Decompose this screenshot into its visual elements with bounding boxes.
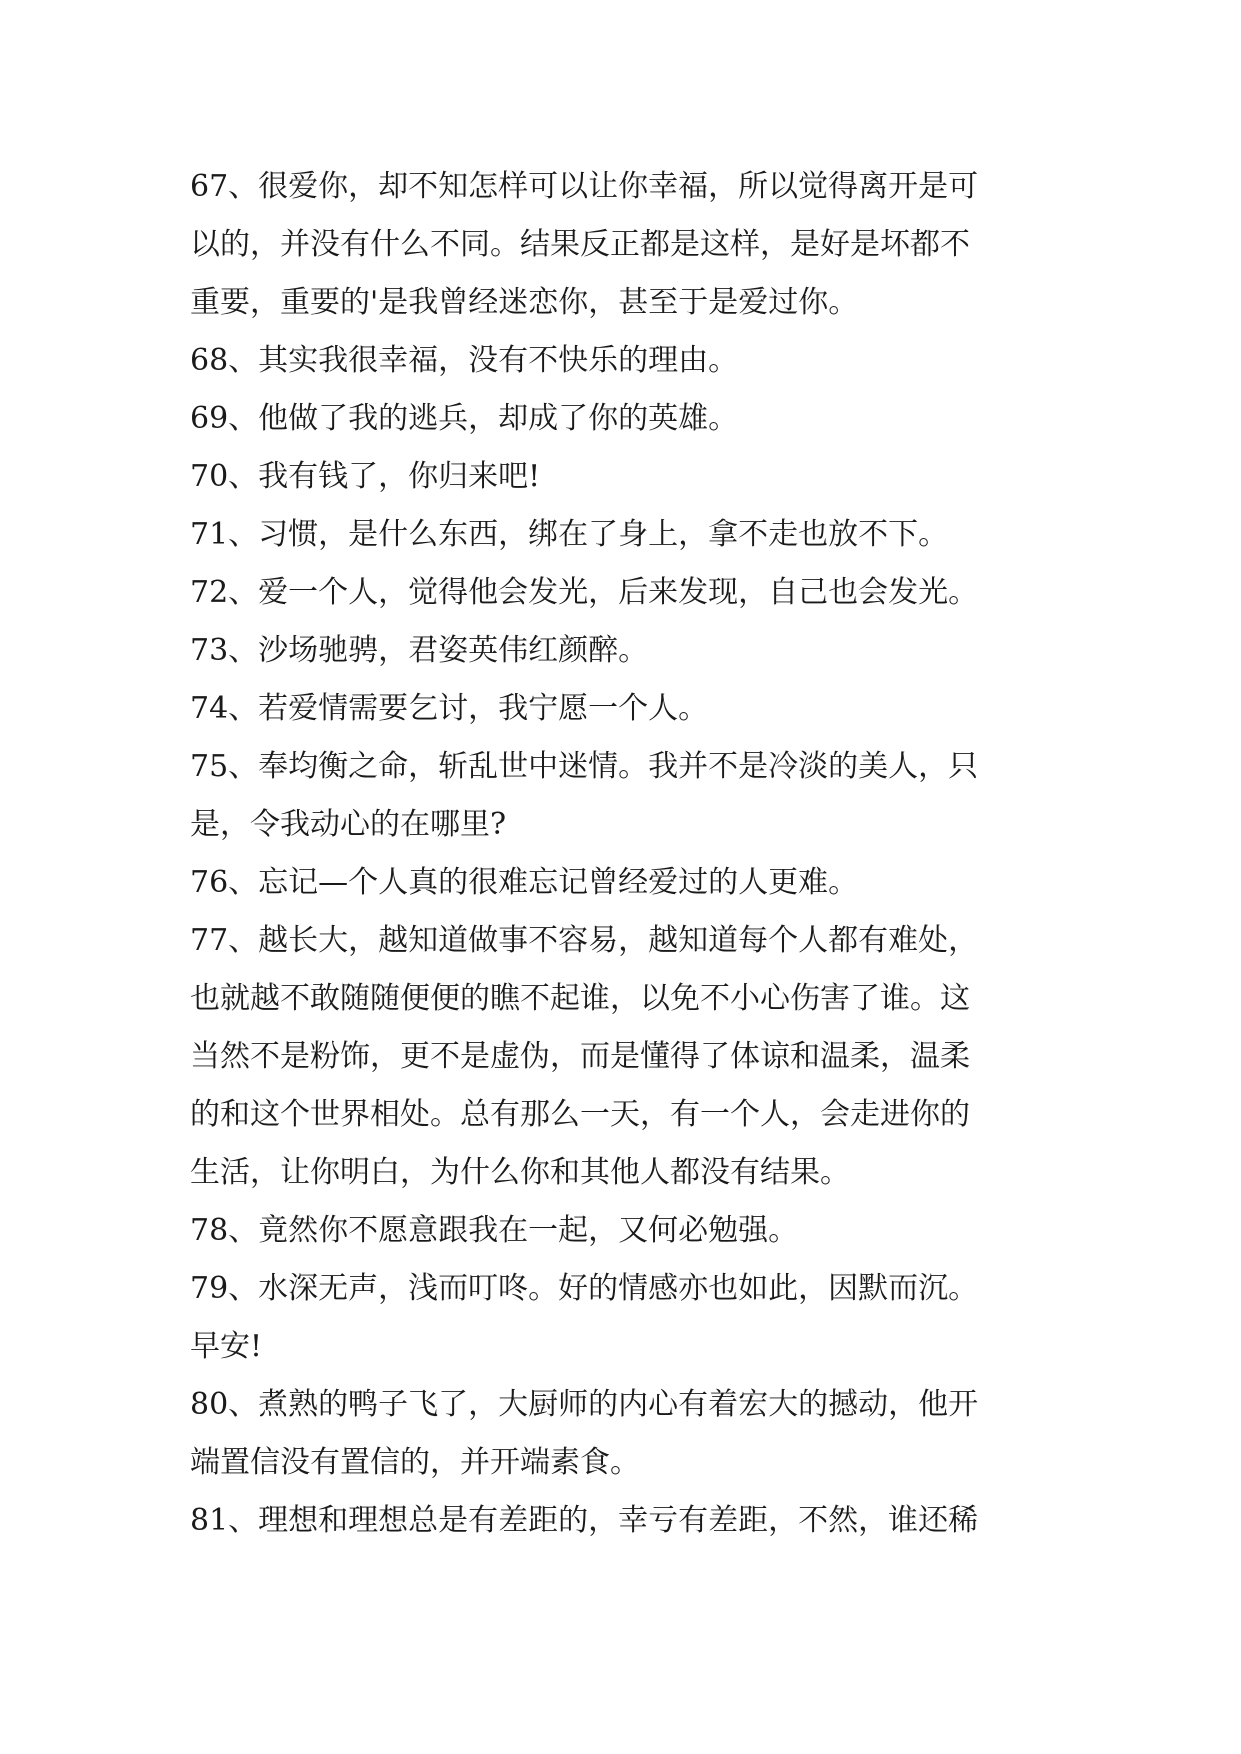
text-line: 68、其实我很幸福，没有不快乐的理由。 [190,343,739,378]
text-line: 72、爱一个人，觉得他会发光，后来发现，自己也会发光。 [190,575,979,610]
text-line: 69、他做了我的逃兵，却成了你的英雄。 [190,401,739,436]
text-line: 端置信没有置信的，并开端素食。 [190,1445,640,1480]
text-line: 以的，并没有什么不同。结果反正都是这样，是好是坏都不 [190,227,970,262]
text-line: 重要，重要的'是我曾经迷恋你，甚至于是爱过你。 [190,285,859,320]
text-line: 80、煮熟的鸭子飞了，大厨师的内心有着宏大的撼动，他开 [190,1387,979,1422]
text-line: 74、若爱情需要乞讨，我宁愿一个人。 [190,691,709,726]
text-line: 79、水深无声，浅而叮咚。好的情感亦也如此，因默而沉。 [190,1271,979,1306]
text-line: 也就越不敢随随便便的瞧不起谁，以免不小心伤害了谁。这 [190,981,970,1016]
text-line: 81、理想和理想总是有差距的，幸亏有差距，不然，谁还稀 [190,1503,979,1538]
text-line: 67、很爱你，却不知怎样可以让你幸福，所以觉得离开是可 [190,169,979,204]
text-line: 是，令我动心的在哪里? [190,807,507,842]
text-line: 77、越长大，越知道做事不容易，越知道每个人都有难处， [190,923,979,958]
text-line: 76、忘记—个人真的很难忘记曾经爱过的人更难。 [190,865,859,900]
text-line: 当然不是粉饰，更不是虚伪，而是懂得了体谅和温柔，温柔 [190,1039,970,1074]
text-line: 早安! [190,1329,263,1364]
text-line: 78、竟然你不愿意跟我在一起，又何必勉强。 [190,1213,799,1248]
text-line: 73、沙场驰骋，君姿英伟红颜醉。 [190,633,649,668]
text-line: 75、奉均衡之命，斩乱世中迷情。我并不是冷淡的美人，只 [190,749,979,784]
text-line: 生活，让你明白，为什么你和其他人都没有结果。 [190,1155,850,1190]
text-line: 的和这个世界相处。总有那么一天，有一个人，会走进你的 [190,1097,970,1132]
document-body [190,158,1090,1550]
text-line: 70、我有钱了，你归来吧! [190,459,541,494]
text-line: 71、习惯，是什么东西，绑在了身上，拿不走也放不下。 [190,517,949,552]
